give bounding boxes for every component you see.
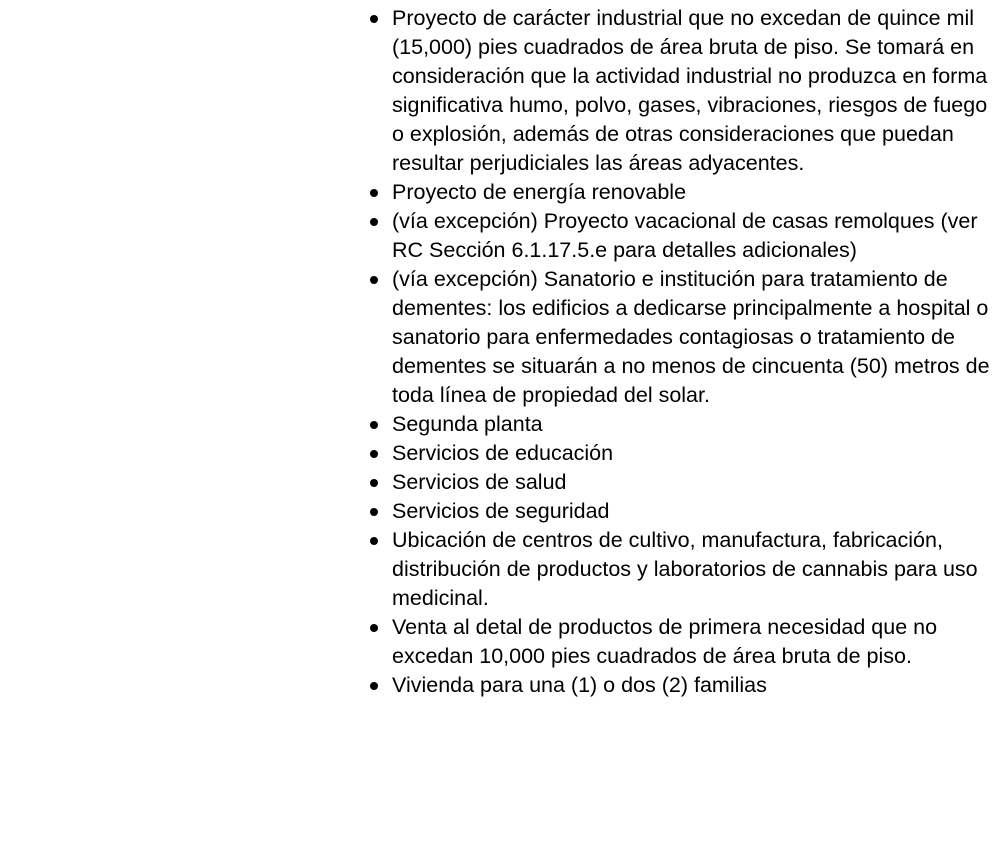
list-item: Servicios de seguridad (392, 497, 996, 526)
list-item: Servicios de educación (392, 439, 996, 468)
list-item: Proyecto de energía renovable (392, 178, 996, 207)
list-item: Segunda planta (392, 410, 996, 439)
list-item: (vía excepción) Proyecto vacacional de casas remolques (ver RC Sección 6.1.17.5.e para detalles adicionales) (392, 207, 996, 265)
list-item: (vía excepción) Sanatorio e institución para tratamiento de dementes: los edificios a dedicarse principalmente a hospital o sanatorio para enfermedades contagiosas o tratamiento de dementes se situarán a no menos de cincuenta (50) metros de toda línea de propiedad del solar. (392, 265, 996, 410)
list-item: Ubicación de centros de cultivo, manufactura, fabricación, distribución de productos y laboratorios de cannabis para uso medicinal. (392, 526, 996, 613)
permitted-uses-list (392, 4, 996, 700)
list-item: Proyecto de carácter industrial que no excedan de quince mil (15,000) pies cuadrados de área bruta de piso. Se tomará en consideración que la actividad industrial no produzca en forma significativa humo, polvo, gases, vibraciones, riesgos de fuego o explosión, además de otras consideraciones que puedan resultar perjudiciales las áreas adyacentes. (392, 4, 996, 178)
permitted-uses-section (392, 4, 996, 700)
list-item: Vivienda para una (1) o dos (2) familias (392, 671, 996, 700)
list-item: Venta al detal de productos de primera necesidad que no excedan 10,000 pies cuadrados de área bruta de piso. (392, 613, 996, 671)
list-item: Servicios de salud (392, 468, 996, 497)
